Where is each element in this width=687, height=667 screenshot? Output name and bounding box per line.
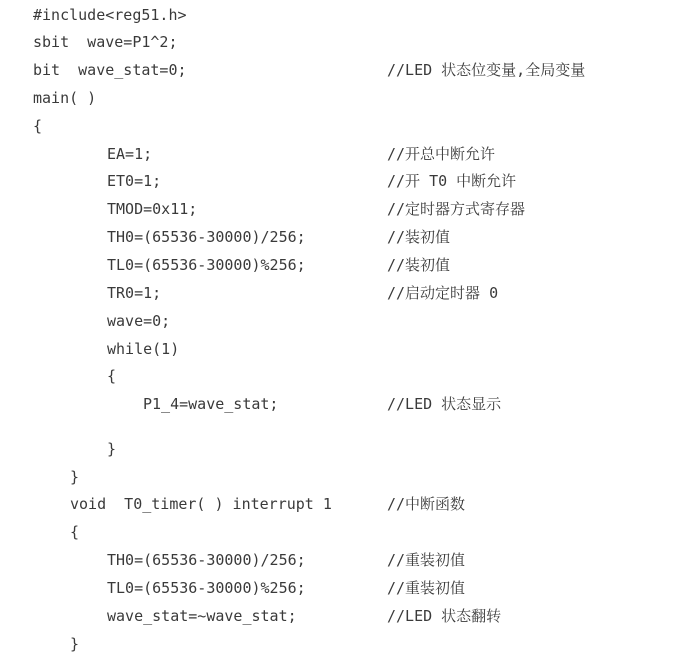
code-comment: //定时器方式寄存器 (387, 200, 526, 218)
code-comment: //中断函数 (387, 495, 466, 513)
code-text: TR0=1; (107, 284, 162, 302)
code-text: EA=1; (107, 145, 153, 163)
code-text: ET0=1; (107, 172, 162, 190)
code-comment: //启动定时器 0 (387, 284, 499, 302)
code-text: { (70, 523, 80, 541)
code-text: #include<reg51.h> (33, 6, 187, 24)
code-comment: //开 T0 中断允许 (387, 172, 517, 190)
code-text: void T0_timer( ) interrupt 1 (70, 495, 332, 513)
code-comment: //装初值 (387, 256, 451, 274)
code-comment: //LED 状态翻转 (387, 607, 502, 625)
code-comment: //开总中断允许 (387, 145, 496, 163)
code-comment: //装初值 (387, 228, 451, 246)
code-comment: //重装初值 (387, 551, 466, 569)
code-comment: //LED 状态位变量,全局变量 (387, 61, 586, 79)
code-text: } (70, 468, 80, 486)
code-text: main( ) (33, 89, 97, 107)
code-text: } (107, 440, 117, 458)
code-text: TL0=(65536-30000)%256; (107, 579, 306, 597)
code-text: TMOD=0x11; (107, 200, 198, 218)
code-text: { (33, 117, 43, 135)
code-text: while(1) (107, 340, 180, 358)
code-text: { (107, 367, 117, 385)
code-text: sbit wave=P1^2; (33, 33, 178, 51)
code-text: TH0=(65536-30000)/256; (107, 228, 306, 246)
code-text: wave_stat=~wave_stat; (107, 607, 297, 625)
code-comment: //LED 状态显示 (387, 395, 502, 413)
code-text: TH0=(65536-30000)/256; (107, 551, 306, 569)
code-text: wave=0; (107, 312, 171, 330)
code-text: TL0=(65536-30000)%256; (107, 256, 306, 274)
code-text: P1_4=wave_stat; (143, 395, 279, 413)
code-text: bit wave_stat=0; (33, 61, 187, 79)
code-text: } (70, 635, 80, 653)
code-comment: //重装初值 (387, 579, 466, 597)
